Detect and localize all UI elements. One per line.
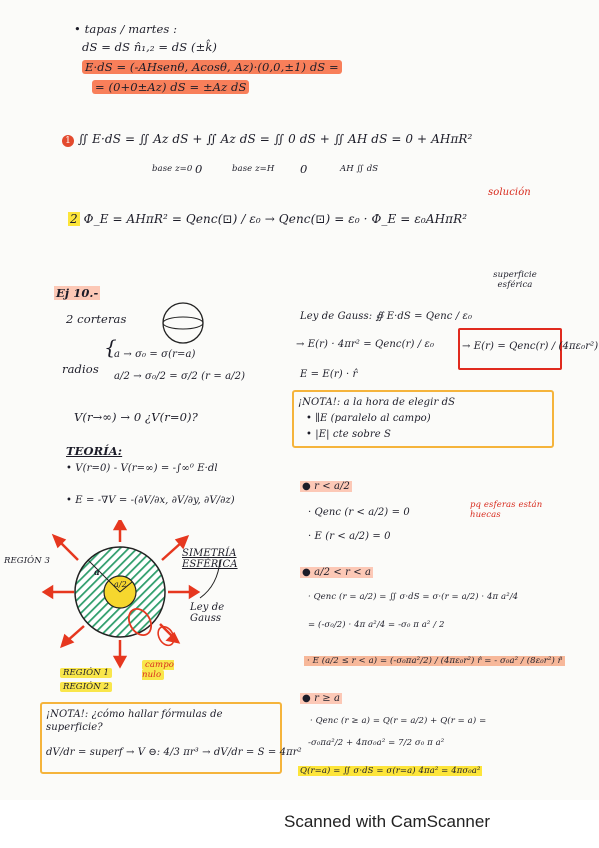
symmetry-label: SIMETRÍA ESFÉRICA [182,548,238,570]
note-ds-item2: • |E| cte sobre S [306,429,391,440]
case-r-large-qa: Q(r=a) = ∬ σ·dS = σ(r=a) 4πa² = 4πσ₀a² [300,766,481,776]
label-a-half: a/2 [114,580,127,589]
case-r-small: ● r < a/2 [302,481,351,492]
superficie-label: superficie esférica [493,270,537,290]
field-vector: E = E(r) · r̂ [300,369,358,380]
note-surface-equation: dV/dr = superf → V ⊖: 4/3 πr³ → dV/dr = S = 4πr² [46,747,302,758]
tapas-heading: • tapas / martes : [74,22,178,36]
radio-a: a → σ₀ = σ(r=a) [114,349,196,360]
potential-question: V(r→∞) → 0 ¿V(r=0)? [74,410,198,424]
gauss-law-eq2: → E(r) · 4πr² = Qenc(r) / ε₀ [296,339,435,350]
radios-brace: { [104,335,117,359]
ds-equation: dS = dS n̂₁,₂ = dS (±k̂) [82,40,217,54]
gauss-law-eq: Ley de Gauss: ∯ E·dS = Qenc / ε₀ [300,311,473,322]
step-number-2: 2 [70,212,78,226]
edS-equation: E·dS = (-AHsenθ, Acosθ, Az)·(0,0,±1) dS = [82,60,342,74]
null-field-label: campo nulo [142,660,174,680]
two-shells: 2 corteras [66,312,127,326]
region-3-label: REGIÓN 3 [4,556,51,566]
scanner-watermark: Scanned with CamScanner [284,812,491,831]
note-ds-item1: • ∥E (paralelo al campo) [306,413,431,424]
case-r-mid: ● a/2 < r < a [302,567,372,578]
base-z0-label: base z=0 [152,164,193,174]
case-r-large-q2: -σ₀πa²/2 + 4πσ₀a² = 7/2 σ₀ π a² [308,738,445,748]
note-surface-title: ¡NOTA!: ¿cómo hallar fórmulas de superficie? [46,709,223,733]
region-2-label: REGIÓN 2 [60,682,112,692]
teoria-gradient: • E = -∇V = -(∂V/∂x, ∂V/∂y, ∂V/∂z) [66,495,235,506]
flux-gauss-eq: 2 Φ_E = AHπR² = Qenc(⊡) / ε₀ → Qenc(⊡) = ε₀ · Φ_E = ε₀AHπR² [70,212,468,226]
case-r-small-q: · Qenc (r < a/2) = 0 [308,507,410,518]
base-zh-label: base z=H [232,164,275,174]
case-r-mid-q2: = (-σ₀/2) · 4π a²/4 = -σ₀ π a² / 2 [308,620,445,630]
hollow-note: pq esferas están huecas [470,500,543,520]
zero-label-2: 0 [300,162,308,176]
zero-label-1: 0 [195,162,203,176]
label-a: a [94,568,100,578]
radio-a-half: a/2 → σ₀/2 = σ/2 (r = a/2) [114,371,246,382]
solution-label: solución [488,187,531,198]
teoria-potential: • V(r=0) - V(r=∞) = -∫∞⁰ E·dl [66,463,218,474]
region-1-label: REGIÓN 1 [60,668,112,678]
gauss-law-label: Ley de Gauss [190,602,225,624]
flux-integral: 1 ∬ E·dS = ∬ Az dS + ∬ Az dS = ∬ 0 dS + ∬ AH dS = 0 + AHπR² [62,132,472,147]
edS-result: = (0+0±Az) dS = ±Az dS [92,80,249,94]
sphere-sketch [158,298,208,348]
ah-int-label: AH ∬ dS [340,164,379,174]
exercise-title: Ej 10.- [56,286,99,300]
case-r-large-q: · Qenc (r ≥ a) = Q(r = a/2) + Q(r = a) = [310,716,487,726]
gauss-law-eq3: → E(r) = Qenc(r) / (4πε₀r²) [462,341,599,352]
note-ds-title: ¡NOTA!: a la hora de elegir dS [298,397,456,408]
radios-label: radios [62,362,99,376]
case-r-mid-q: · Qenc (r = a/2) = ∬ σ·dS = σ·(r = a/2) · 4π a²/4 [308,592,519,602]
case-r-mid-e: · E (a/2 ≤ r < a) = (-σ₀πa²/2) / (4πε₀r²) r̂ = - σ₀a² / (8ε₀r²) r̂ [304,656,584,666]
step-number-1: 1 [62,135,74,147]
case-r-small-e: · E (r < a/2) = 0 [308,531,391,542]
teoria-heading: TEORÍA: [66,444,123,458]
case-r-large: ● r ≥ a [302,693,341,704]
